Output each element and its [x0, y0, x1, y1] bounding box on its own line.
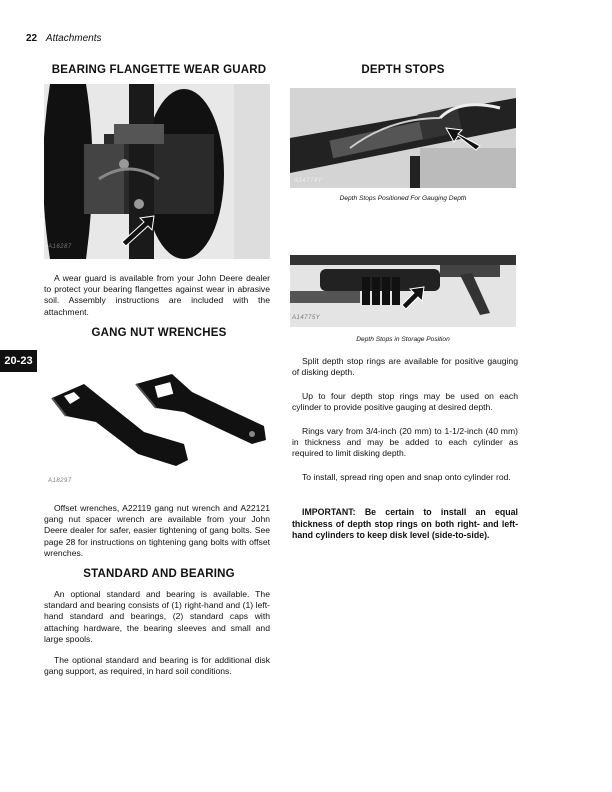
standard-heading: STANDARD AND BEARING [83, 568, 235, 580]
wear-guard-photo [44, 84, 270, 259]
wrenches-photo [44, 368, 274, 498]
depth-p1: Split depth stop rings are available for positive gauging of disking depth. [292, 356, 518, 378]
wear-guard-photo-code: A16287 [48, 244, 72, 250]
page-header [26, 33, 102, 44]
depth-p4: To install, spread ring open and snap onto cylinder rod. [302, 472, 511, 482]
depth-p2: Up to four depth stop rings may be used on each cylinder to provide positive gauging at desired depth. [292, 391, 518, 413]
wrenches-heading: GANG NUT WRENCHES [91, 327, 227, 339]
standard-body-1: An optional standard and bearing is available. The standard and bearing consists of (1) right-hand and (1) left-hand standard and bearings, (2) standard caps with attaching hardware, the bearing sleeves and small and large spools. [44, 589, 270, 644]
page-number: 22 [26, 33, 38, 44]
gauging-caption: Depth Stops Positioned For Gauging Depth [339, 195, 467, 202]
important-note [292, 507, 518, 542]
standard-body-2: The optional standard and bearing is for additional disk gang support, as required, in hard soil conditions. [44, 655, 270, 677]
important-label: IMPORTANT: [302, 507, 356, 517]
depth-stops-gauging-photo [290, 88, 516, 188]
storage-photo-code: A14775Y [292, 315, 321, 321]
flangette-body: A wear guard is available from your John Deere dealer to protect your bearing flangettes against wear in abrasive soil. Assembly instructions are included with the attachment. [44, 273, 270, 317]
storage-caption: Depth Stops in Storage Position [356, 336, 450, 343]
depth-stops-storage-photo [290, 255, 516, 327]
section-title: Attachments [45, 33, 102, 44]
important-text: Be certain to install an equal thickness of depth stop rings on both right- and left-hand cylinders to keep disk level (side-to-side). [292, 507, 518, 541]
depth-p3: Rings vary from 3/4-inch (20 mm) to 1-1/2-inch (40 mm) in thickness and may be added to each cylinder as required to limit disking depth. [292, 426, 518, 459]
wrenches-photo-code: A18297 [48, 478, 72, 484]
wrenches-body: Offset wrenches, A22119 gang nut wrench and A22121 gang nut spacer wrench are available from your John Deere dealer for safer, easier tightening of gang bolts. See page 28 for instructions on tightening gang bolts with offset wrenches. [44, 503, 270, 558]
section-tab: 20-23 [0, 350, 37, 372]
depth-stops-heading: DEPTH STOPS [361, 64, 445, 76]
gauging-photo-code: A14774Y [294, 178, 323, 184]
flangette-heading: BEARING FLANGETTE WEAR GUARD [51, 64, 267, 76]
